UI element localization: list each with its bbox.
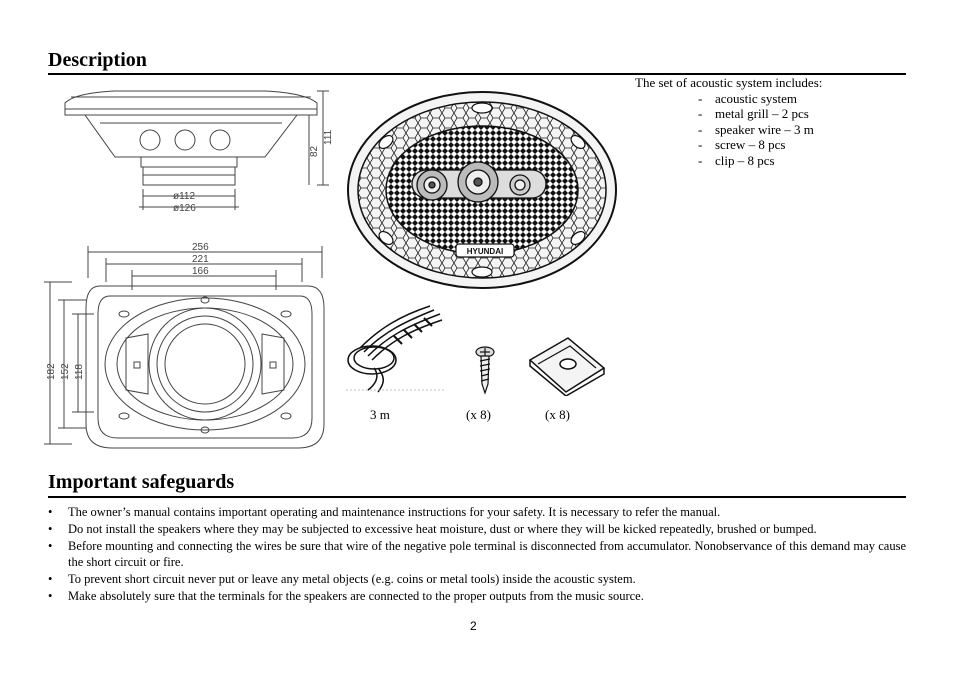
safeguard-item: [48, 505, 906, 521]
bullet: •: [48, 522, 53, 536]
description-heading: Description: [48, 49, 147, 71]
clip-image: [524, 334, 608, 396]
screw-caption: (x 8): [466, 407, 491, 422]
set-item-label: clip – 8 pcs: [715, 152, 775, 168]
safeguard-text: To prevent short circuit never put or leave any metal objects (e.g. coins or metal tools) inside the acoustic system.: [68, 571, 636, 586]
bullet: •: [48, 505, 53, 519]
dim-166: 166: [192, 266, 209, 277]
safeguard-item: [48, 539, 906, 570]
set-item-label: acoustic system: [715, 90, 797, 106]
dim-118: 118: [74, 364, 85, 380]
safeguard-item: [48, 589, 906, 605]
dim-152: 152: [60, 363, 71, 380]
wire-caption: 3 m: [370, 407, 390, 422]
safeguards-list: [48, 505, 906, 606]
safeguards-rule: [48, 496, 906, 498]
dim-182: 182: [46, 363, 57, 380]
list-dash: -: [698, 106, 703, 122]
safeguards-heading: Important safeguards: [48, 471, 235, 493]
list-dash: -: [698, 121, 703, 137]
list-dash: -: [698, 137, 703, 153]
set-item: [635, 91, 822, 107]
grille-brand-logo: HYUNDAI: [466, 247, 504, 256]
dim-256: 256: [192, 242, 209, 253]
set-title: The set of acoustic system includes:: [635, 75, 823, 90]
set-item-label: speaker wire – 3 m: [715, 121, 814, 137]
safeguard-text: Make absolutely sure that the terminals for the speakers are connected to the proper outputs from the music source.: [68, 588, 644, 603]
safeguard-text: Before mounting and connecting the wires be sure that wire of the negative pole terminal is disconnected from accumulator. Nonobservance of this demand may cause the short circuit or fire.: [68, 539, 906, 569]
safeguard-item: [48, 522, 906, 538]
set-item: [635, 153, 822, 169]
dim-82: 82: [309, 145, 320, 157]
set-item: [635, 122, 822, 138]
list-dash: -: [698, 90, 703, 106]
speaker-grille-image: [346, 88, 622, 293]
bullet: •: [48, 571, 53, 586]
dim-111: 111: [323, 129, 334, 145]
list-dash: -: [698, 152, 703, 168]
page-number: 2: [470, 619, 477, 633]
set-item-label: screw – 8 pcs: [715, 137, 786, 153]
safeguard-text: Do not install the speakers where they may be subjected to excessive heat moisture, dust or where they will be kicked repeatedly, brushed or bumped.: [68, 522, 817, 536]
safeguard-text: The owner’s manual contains important operating and maintenance instructions for your safety. It is necessary to refer the manual.: [68, 505, 721, 519]
set-item: [635, 106, 822, 122]
screw-image: [472, 346, 498, 396]
dim-d112: ø112: [173, 191, 196, 202]
speaker-wire-image: [344, 302, 448, 394]
clip-caption: (x 8): [545, 407, 570, 422]
safeguard-item: [48, 572, 906, 588]
dim-221: 221: [192, 254, 209, 265]
dim-d126: ø126: [173, 203, 196, 214]
set-item: [635, 137, 822, 153]
speaker-side-view-drawing: [55, 85, 335, 215]
speaker-front-view-drawing: [42, 238, 332, 460]
set-contents: [635, 75, 822, 169]
set-items-list: [635, 91, 822, 169]
bullet: •: [48, 588, 53, 603]
bullet: •: [48, 539, 53, 553]
set-item-label: metal grill – 2 pcs: [715, 106, 809, 122]
